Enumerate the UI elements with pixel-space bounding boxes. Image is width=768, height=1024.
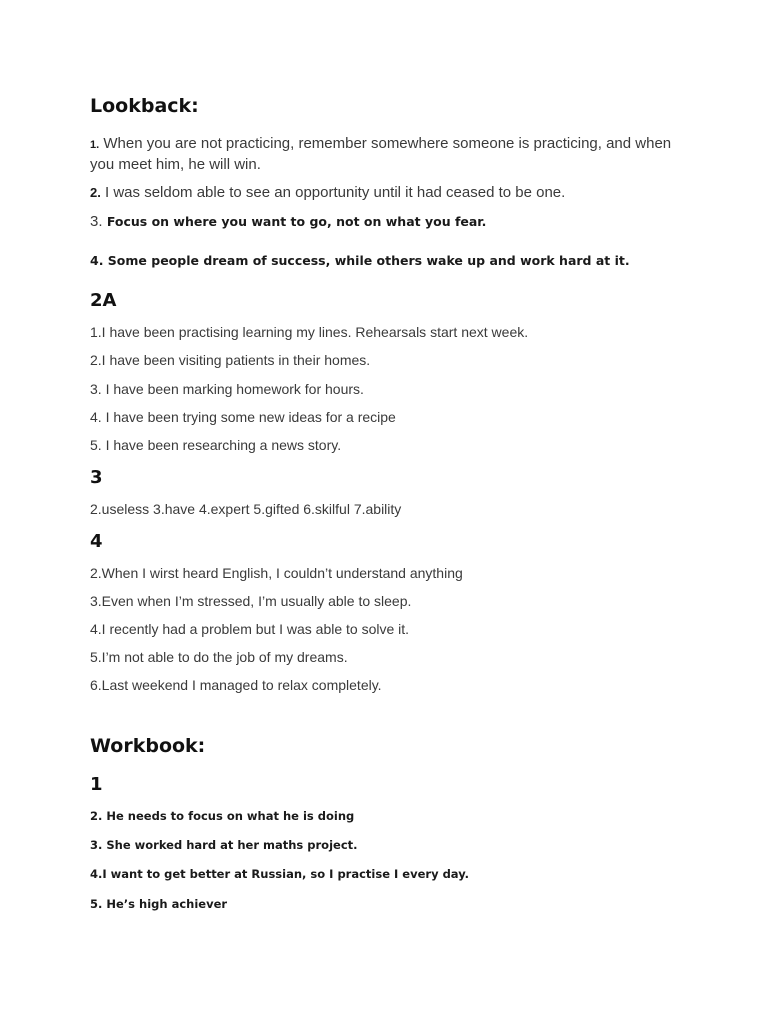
section-3-heading: 3 (90, 467, 103, 488)
lookback-heading: Lookback: (90, 95, 199, 117)
section-2a-item-4: 4. I have been trying some new ideas for a recipe (90, 409, 396, 425)
item-text: I was seldom able to see an opportunity until it had ceased to be one. (100, 184, 566, 201)
section-4-item-3: 4.I recently had a problem but I was able to solve it. (90, 621, 410, 637)
section-2a-heading: 2A (90, 290, 117, 311)
section-2a-item-2: 2.I have been visiting patients in their homes. (90, 352, 371, 368)
workbook-item-3: 4.I want to get better at Russian, so I practise I every day. (90, 867, 470, 881)
section-2a-item-5: 5. I have been researching a news story. (90, 437, 342, 453)
workbook-heading: Workbook: (90, 735, 206, 757)
lookback-item-1 (90, 134, 690, 174)
workbook-item-4: 5. He’s high achiever (90, 897, 228, 911)
section-4-item-1: 2.When I wirst heard English, I couldn’t understand anything (90, 565, 463, 581)
section-4-heading: 4 (90, 531, 103, 552)
item-number: 2. (90, 185, 101, 200)
item-text: Focus on where you want to go, not on what you fear. (102, 214, 487, 229)
section-2a-item-1: 1.I have been practising learning my lines. Rehearsals start next week. (90, 324, 529, 340)
lookback-item-4: 4. Some people dream of success, while others wake up and work hard at it. (90, 253, 630, 268)
item-number: 3. (90, 213, 103, 230)
workbook-item-2: 3. She worked hard at her maths project. (90, 838, 358, 852)
section-4-item-4: 5.I’m not able to do the job of my dreams. (90, 649, 348, 665)
lookback-item-2 (90, 184, 565, 201)
section-3-item-1: 2.useless 3.have 4.expert 5.gifted 6.skilful 7.ability (90, 501, 402, 517)
workbook-item-1: 2. He needs to focus on what he is doing (90, 809, 355, 823)
section-2a-item-3: 3. I have been marking homework for hours. (90, 381, 364, 397)
workbook-sub-heading: 1 (90, 774, 103, 795)
lookback-item-3 (90, 213, 486, 231)
section-4-item-5: 6.Last weekend I managed to relax completely. (90, 677, 382, 693)
item-text: When you are not practicing, remember somewhere someone is practicing, and when you meet him, he will win. (90, 135, 672, 173)
item-number: 1. (90, 139, 100, 151)
section-4-item-2: 3.Even when I’m stressed, I’m usually able to sleep. (90, 593, 412, 609)
